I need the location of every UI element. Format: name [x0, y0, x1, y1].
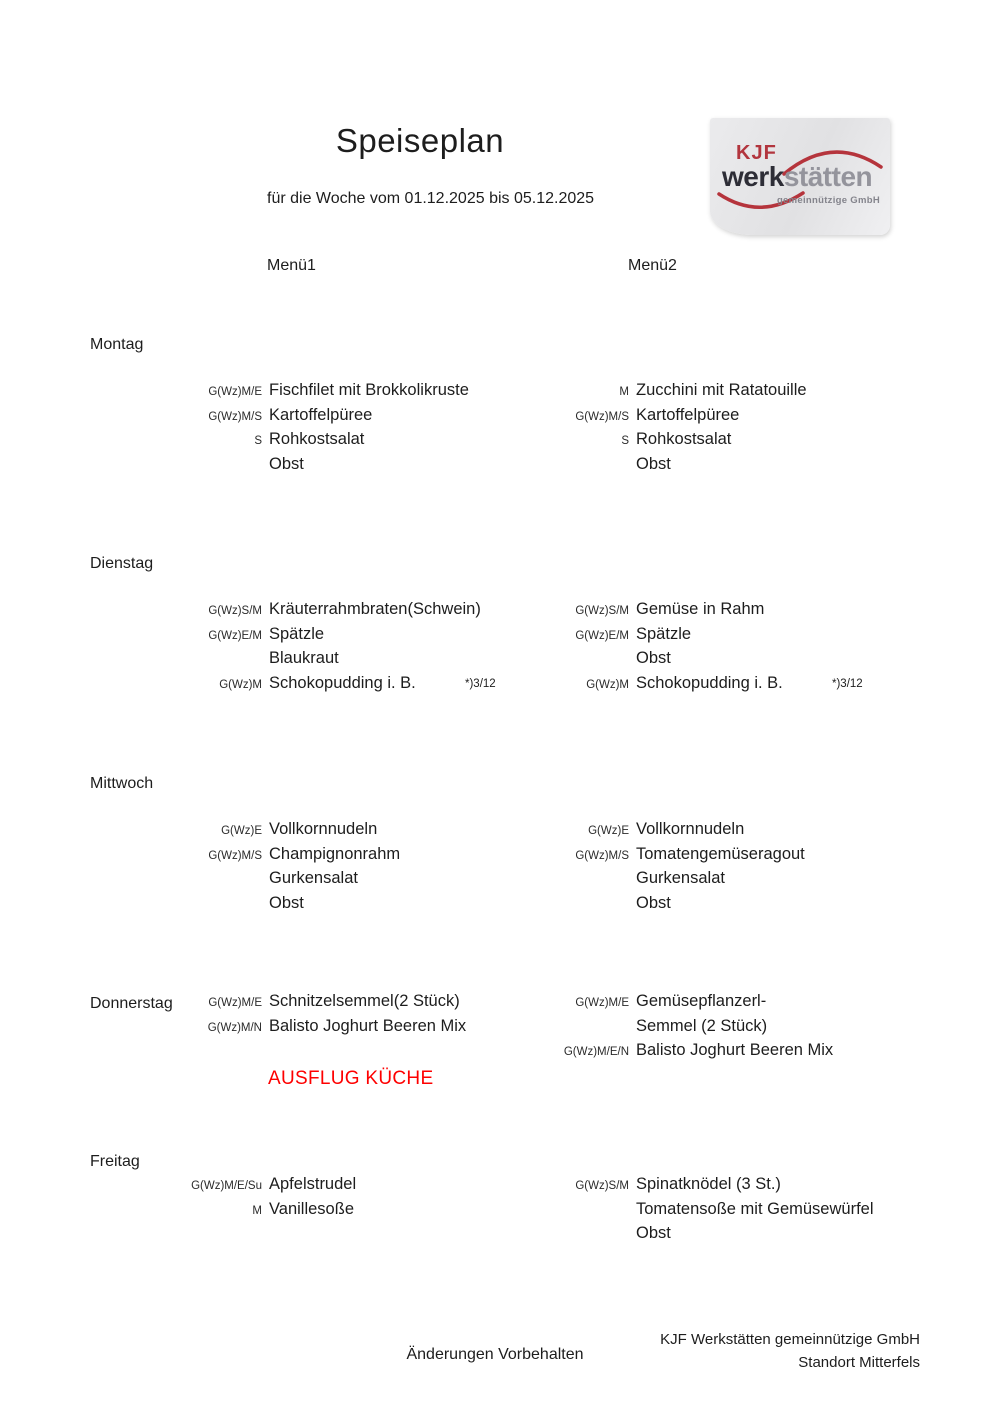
menu-row: [90, 674, 990, 699]
day-rows-montag: [90, 381, 990, 479]
dish-menu2: Gemüsepflanzerl-: [636, 992, 767, 1010]
footer-location: Standort Mitterfels: [798, 1354, 920, 1371]
allergen-code-menu2: G(Wz)M/E: [575, 997, 629, 1009]
allergen-code-menu1: G(Wz)E: [221, 825, 262, 837]
day-label-mittwoch: Mittwoch: [90, 775, 154, 792]
dish-menu1: Kartoffelpüree: [269, 405, 373, 424]
dish-menu1: Schokopudding i. B. *)3/12: [269, 673, 496, 692]
day-label-montag: Montag: [90, 336, 144, 353]
menu-row: [90, 1017, 990, 1042]
allergen-code-menu1: G(Wz)M/E: [208, 386, 262, 398]
dish-menu2: Obst: [636, 649, 671, 668]
allergen-code-menu2: G(Wz)E/M: [575, 629, 629, 642]
dish-menu2: Spätzle: [636, 624, 692, 643]
dish-menu1: Spätzle: [269, 624, 325, 643]
allergen-code-menu2: G(Wz)M/S: [575, 410, 629, 423]
dish-menu1: Blaukraut: [269, 649, 339, 668]
dish-menu2: Balisto Joghurt Beeren Mix: [636, 1041, 834, 1060]
menu-row: [90, 430, 990, 455]
dish-menu2: Semmel (2 Stück): [636, 1016, 768, 1035]
day-rows-mittwoch: [90, 820, 990, 918]
day-rows-donnerstag: [90, 992, 990, 1066]
dish-menu2: Gurkensalat: [636, 869, 725, 888]
day-rows-freitag: [90, 1175, 990, 1249]
allergen-code-menu1: G(Wz)M/N: [207, 1021, 262, 1034]
allergen-code-menu2: S: [621, 435, 629, 448]
allergen-code-menu2: G(Wz)S/M: [575, 1180, 629, 1192]
dish-menu1: Kräuterrahmbraten(Schwein): [269, 600, 481, 618]
day-label-freitag: Freitag: [90, 1153, 140, 1170]
dish-menu1: Vanillesoße: [269, 1199, 354, 1218]
column-header-menu2: Menü2: [628, 257, 677, 274]
allergen-code-menu2: G(Wz)M/E/N: [563, 1046, 629, 1059]
menu-row: [90, 820, 990, 845]
dish-menu2: Spinatknödel (3 St.): [636, 1175, 781, 1193]
allergen-code-menu1: G(Wz)M/E/Su: [191, 1180, 262, 1192]
logo-wordmark: [722, 161, 872, 193]
footer-company-block: [660, 1328, 920, 1374]
logo-staetten-text: stätten: [783, 161, 873, 192]
dish-menu2: Kartoffelpüree: [636, 405, 740, 424]
menu-row: [90, 600, 990, 625]
dish-menu1: Rohkostsalat: [269, 430, 365, 449]
page-title: Speiseplan: [335, 122, 505, 159]
allergen-code-menu1: G(Wz)M/E: [208, 997, 262, 1009]
menu-row: [90, 1200, 990, 1225]
menu-row: [90, 992, 990, 1017]
footer-company: KJF Werkstätten gemeinnützige GmbH: [660, 1331, 920, 1348]
dish-menu2: Zucchini mit Ratatouille: [636, 381, 807, 399]
allergen-code-menu1: G(Wz)E/M: [208, 629, 262, 642]
dish-menu1: Apfelstrudel: [269, 1175, 357, 1193]
footnote-ref-menu1: *)3/12: [465, 677, 496, 690]
footer-disclaimer: Änderungen Vorbehalten: [406, 1346, 584, 1363]
allergen-code-menu1: M: [252, 1204, 262, 1217]
allergen-code-menu1: S: [254, 435, 262, 448]
allergen-code-menu1: G(Wz)M/S: [208, 849, 262, 862]
day-label-dienstag: Dienstag: [90, 555, 154, 572]
menu-row: [90, 1224, 990, 1249]
dish-menu1: Gurkensalat: [269, 869, 358, 888]
week-range: für die Woche vom 01.12.2025 bis 05.12.2025: [267, 190, 595, 207]
menu-row: [90, 625, 990, 650]
allergen-code-menu1: G(Wz)M: [219, 678, 262, 691]
menu-row: [90, 894, 990, 919]
dish-menu2: Tomatengemüseragout: [636, 844, 805, 863]
logo-tagline: gemeinnützige GmbH: [776, 195, 880, 206]
footnote-ref-menu2: *)3/12: [832, 677, 863, 690]
dish-menu2: Vollkornnudeln: [636, 820, 745, 838]
dish-menu2: Gemüse in Rahm: [636, 600, 765, 618]
dish-menu2: Obst: [636, 1224, 671, 1243]
dish-menu1: Schnitzelsemmel(2 Stück): [269, 992, 460, 1010]
menu-row: [90, 381, 990, 406]
logo-kjf-text: KJF: [736, 142, 777, 164]
dish-menu1: Balisto Joghurt Beeren Mix: [269, 1016, 467, 1035]
day-rows-dienstag: [90, 600, 990, 698]
dish-menu2: Tomatensoße mit Gemüsewürfel: [636, 1199, 874, 1218]
allergen-code-menu1: G(Wz)M/S: [208, 410, 262, 423]
kjf-werkstaetten-logo: [710, 118, 890, 235]
dish-menu1: Vollkornnudeln: [269, 820, 378, 838]
dish-menu1: Obst: [269, 893, 304, 912]
allergen-code-menu2: M: [619, 386, 629, 398]
menu-row: [90, 845, 990, 870]
dish-menu1: Fischfilet mit Brokkolikruste: [269, 381, 469, 399]
allergen-code-menu2: G(Wz)M: [586, 678, 629, 691]
menu-row: [90, 406, 990, 431]
dish-menu2: Obst: [636, 454, 671, 473]
day-label-donnerstag: Donnerstag: [90, 995, 173, 1012]
dish-menu2: Rohkostsalat: [636, 430, 732, 449]
menu-row: [90, 1175, 990, 1200]
dish-menu2: Obst: [636, 893, 671, 912]
allergen-code-menu2: G(Wz)S/M: [575, 605, 629, 617]
menu-row: [90, 1041, 990, 1066]
column-header-menu1: Menü1: [267, 257, 316, 274]
menu-row: [90, 649, 990, 674]
dish-menu1: Obst: [269, 454, 304, 473]
allergen-code-menu2: G(Wz)M/S: [575, 849, 629, 862]
dish-menu1: Champignonrahm: [269, 844, 401, 863]
menu-row: [90, 869, 990, 894]
logo-werk-text: werk: [722, 161, 784, 192]
allergen-code-menu2: G(Wz)E: [588, 825, 629, 837]
allergen-code-menu1: G(Wz)S/M: [208, 605, 262, 617]
dish-menu2: Schokopudding i. B. *)3/12: [636, 673, 863, 692]
kitchen-trip-note: AUSFLUG KÜCHE: [268, 1068, 434, 1089]
menu-row: [90, 455, 990, 480]
